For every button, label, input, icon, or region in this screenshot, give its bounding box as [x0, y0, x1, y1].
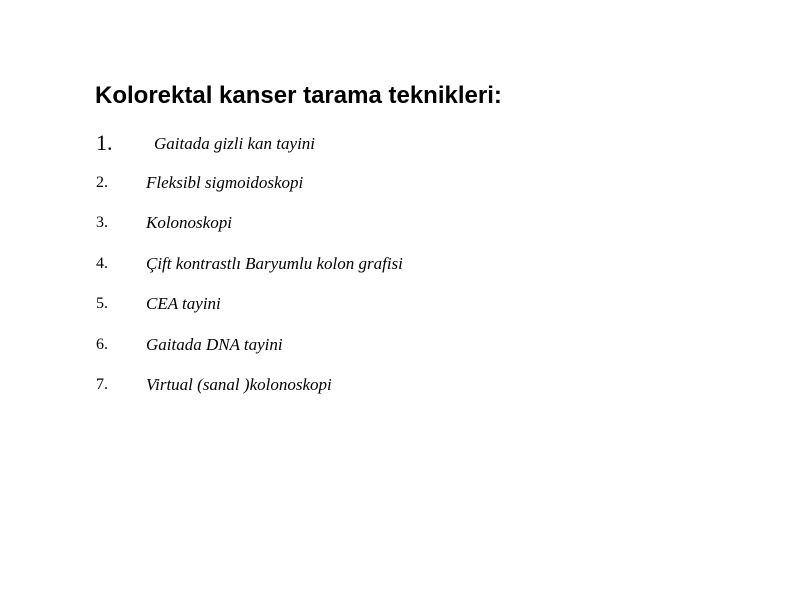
list-item-text: Virtual (sanal )kolonoskopi — [146, 375, 332, 394]
list-item-number: 3. — [96, 214, 108, 231]
list-item-number: 1. — [96, 130, 113, 155]
list-item-text: CEA tayini — [146, 294, 221, 313]
list-item-text: Fleksibl sigmoidoskopi — [146, 172, 304, 192]
list-item-text: Çift kontrastlı Baryumlu kolon grafisi — [146, 253, 403, 273]
list-item-number: 4. — [96, 254, 108, 272]
list-item-text: Kolonoskopi — [146, 213, 232, 232]
list-item-number: 7. — [96, 376, 108, 393]
list-item-number: 2. — [96, 173, 108, 191]
list-item-text: Gaitada gizli kan tayini — [154, 134, 316, 153]
slide-title: Kolorektal kanser tarama teknikleri: — [95, 82, 502, 109]
list-item-number: 6. — [96, 335, 108, 353]
list-item-number: 5. — [96, 295, 108, 312]
list-item-text: Gaitada DNA tayini — [146, 334, 283, 354]
